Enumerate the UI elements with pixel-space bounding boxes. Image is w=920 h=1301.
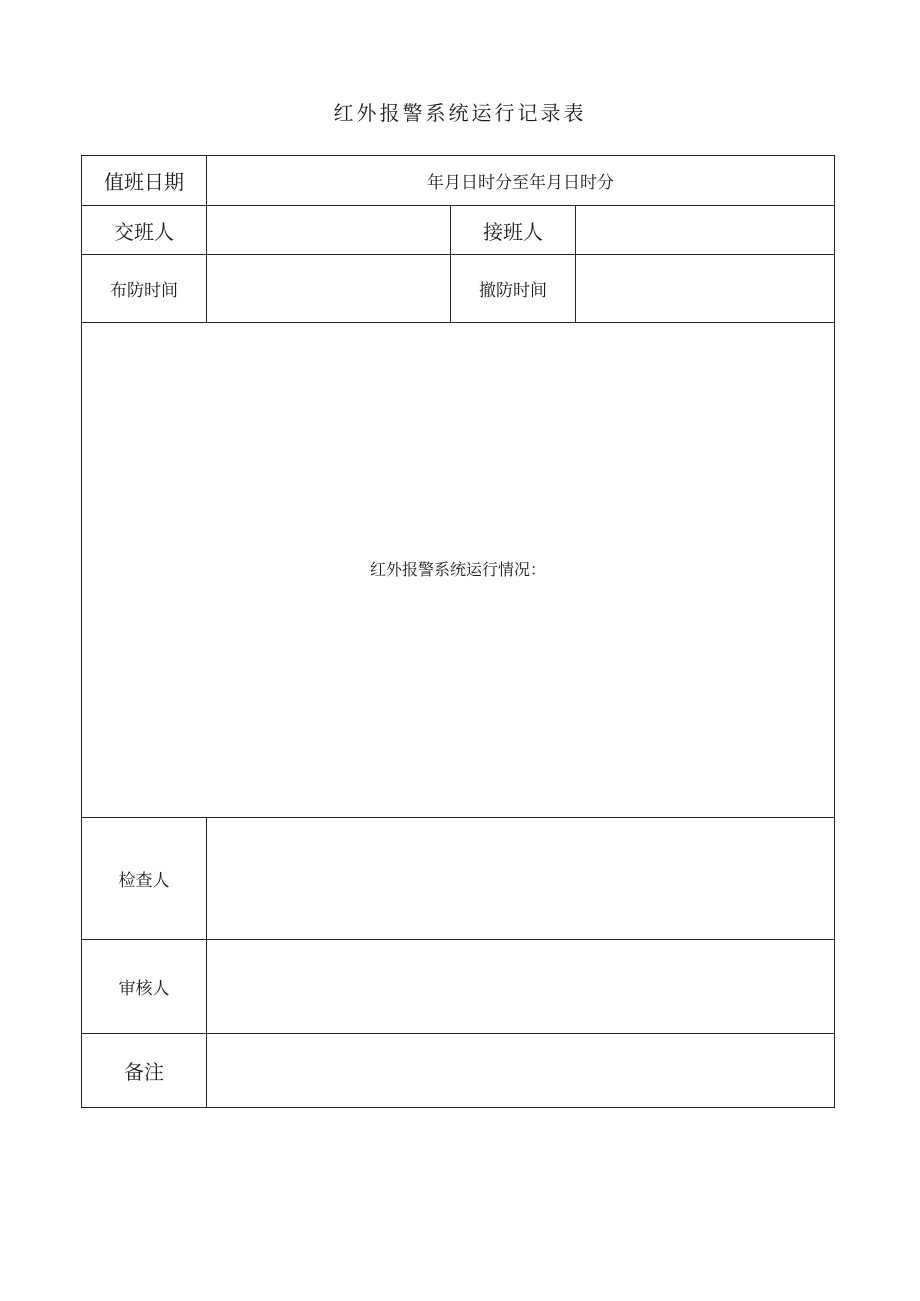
disarm-time-field[interactable] [576,255,835,323]
operation-status-field[interactable] [82,323,835,818]
document-title: 红外报警系统运行记录表 [333,101,587,125]
row-reviewer [82,940,835,1034]
duty-date-field[interactable]: 年月日时分至年月日时分 [207,156,835,206]
row-remarks [82,1034,835,1108]
handover-from-field[interactable] [207,206,451,255]
handover-to-label: 接班人 [451,206,576,255]
operation-status-label: 红外报警系统运行情况： [370,560,547,579]
row-inspector [82,818,835,940]
duty-date-label: 值班日期 [82,156,207,206]
inspector-field[interactable] [207,818,835,940]
inspector-label: 检查人 [82,818,207,940]
row-duty-date [82,156,835,206]
remarks-field[interactable] [207,1034,835,1108]
record-form-table [81,155,835,1108]
arm-time-field[interactable] [207,255,451,323]
handover-from-label: 交班人 [82,206,207,255]
disarm-time-label: 撤防时间 [451,255,576,323]
row-arming [82,255,835,323]
remarks-label: 备注 [82,1034,207,1108]
row-operation-status [82,323,835,818]
row-handover [82,206,835,255]
reviewer-label: 审核人 [82,940,207,1034]
handover-to-field[interactable] [576,206,835,255]
arm-time-label: 布防时间 [82,255,207,323]
reviewer-field[interactable] [207,940,835,1034]
